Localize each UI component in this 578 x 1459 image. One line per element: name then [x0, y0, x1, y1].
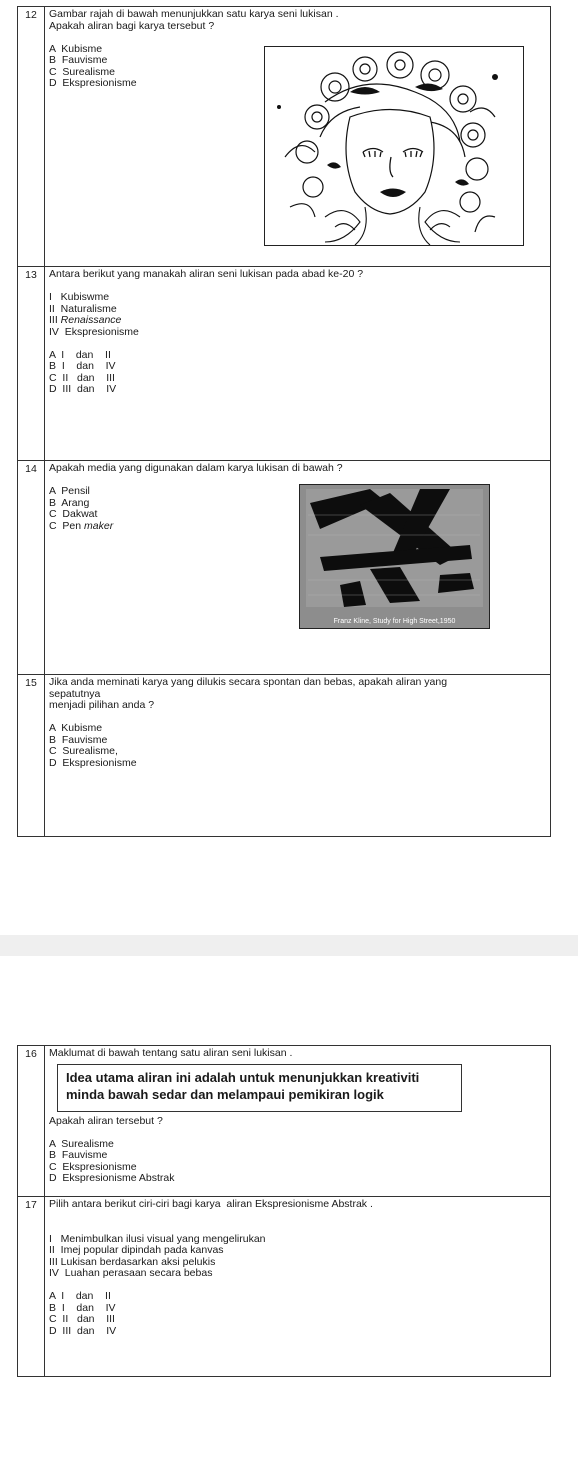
- question-text: menjadi pilihan anda ?: [49, 699, 155, 711]
- option-c[interactable]: C Dakwat: [49, 508, 98, 520]
- question-number: 14: [18, 461, 45, 675]
- question-number: 15: [18, 675, 45, 837]
- option-b[interactable]: B Fauvisme: [49, 54, 108, 66]
- option-b[interactable]: B I dan IV: [49, 1301, 116, 1314]
- list-item: I Menimbulkan ilusi visual yang mengelirukan: [49, 1232, 266, 1245]
- question-12-body: [45, 7, 551, 267]
- question-number: 17: [18, 1197, 45, 1377]
- option-c[interactable]: C II dan III: [49, 1313, 115, 1325]
- question-number: 12: [18, 7, 45, 267]
- option-a[interactable]: A Kubisme: [49, 722, 103, 734]
- question-15-body: [45, 675, 551, 837]
- option-d[interactable]: D Ekspresionisme: [49, 77, 137, 89]
- info-box: [57, 1064, 462, 1112]
- option-b[interactable]: B I dan IV: [49, 360, 116, 372]
- question-12-row: [18, 7, 551, 267]
- question-17-row: [18, 1197, 551, 1377]
- question-text: Apakah aliran tersebut ?: [49, 1114, 163, 1127]
- line-art-image: [265, 47, 523, 245]
- question-number: 13: [18, 267, 45, 461]
- question-13-body: [45, 267, 551, 461]
- question-text: Apakah media yang digunakan dalam karya lukisan di bawah ?: [49, 462, 343, 474]
- abstract-brushstroke-image: [300, 485, 489, 628]
- question-16-row: [18, 1046, 551, 1197]
- option-a[interactable]: A I dan II: [49, 1290, 111, 1302]
- list-item: II Imej popular dipindah pada kanvas: [49, 1244, 224, 1256]
- option-b[interactable]: B Arang: [49, 496, 90, 509]
- option-b[interactable]: B Fauvisme: [49, 733, 108, 746]
- option-d[interactable]: D Ekspresionisme Abstrak: [49, 1172, 175, 1184]
- question-table-page-2: [17, 1045, 551, 1377]
- page-break: [0, 935, 578, 956]
- question-14-row: [18, 461, 551, 675]
- option-d[interactable]: D III dan IV: [49, 383, 117, 395]
- question-text: Pilih antara berikut ciri-ciri bagi karya aliran Ekspresionisme Abstrak .: [49, 1198, 373, 1210]
- list-item: IV Luahan perasaan secara bebas: [49, 1267, 213, 1279]
- option-a[interactable]: A Surealisme: [49, 1137, 114, 1150]
- option-c[interactable]: C II dan III: [49, 371, 115, 384]
- question-text: Antara berikut yang manakah aliran seni lukisan pada abad ke-20 ?: [49, 268, 364, 280]
- option-d[interactable]: D III dan IV: [49, 1324, 117, 1337]
- list-item-prefix: III: [49, 314, 61, 326]
- question-15-row: [18, 675, 551, 837]
- question-14-body: [45, 461, 551, 675]
- question-table-page-1: [17, 6, 551, 837]
- option-a[interactable]: A Kubisme: [49, 42, 103, 55]
- question-13-row: [18, 267, 551, 461]
- option-a[interactable]: A Pensil: [49, 485, 90, 497]
- list-item: I Kubiswme: [49, 291, 110, 303]
- question-text: Jika anda meminati karya yang dilukis secara spontan dan bebas, apakah aliran yang: [49, 676, 448, 688]
- option-d[interactable]: D Ekspresionisme: [49, 756, 137, 769]
- question-text: Apakah aliran bagi karya tersebut ?: [49, 19, 215, 32]
- option-b[interactable]: B Fauvisme: [49, 1149, 108, 1161]
- option-c[interactable]: C Surealisme,: [49, 745, 118, 757]
- flower-woman-illustration: [264, 46, 524, 246]
- question-text: Gambar rajah di bawah menunjukkan satu karya seni lukisan .: [49, 8, 339, 20]
- info-box-line: minda bawah sedar dan melampaui pemikiran logik: [66, 1086, 384, 1102]
- question-17-body: [45, 1197, 551, 1377]
- option-a[interactable]: A I dan II: [49, 348, 111, 361]
- list-item: IV Ekspresionisme: [49, 325, 139, 338]
- list-item: [49, 315, 546, 327]
- franz-kline-artwork: [299, 484, 490, 629]
- list-item: III Lukisan berdasarkan aksi pelukis: [49, 1255, 216, 1268]
- question-16-body: [45, 1046, 551, 1197]
- question-text: sepatutnya: [49, 687, 101, 700]
- list-item: II Naturalisme: [49, 302, 117, 315]
- question-number: 16: [18, 1046, 45, 1197]
- option-c[interactable]: C Surealisme: [49, 65, 115, 78]
- list-item-italic: Renaissance: [60, 314, 122, 326]
- option-c[interactable]: C Ekspresionisme: [49, 1160, 137, 1173]
- question-text: Maklumat di bawah tentang satu aliran seni lukisan .: [49, 1047, 293, 1059]
- figure-caption: Franz Kline, Study for High Street,1950: [333, 618, 456, 625]
- option-prefix: C Pen: [49, 519, 85, 532]
- option-italic: maker: [84, 519, 114, 532]
- info-box-line: Idea utama aliran ini adalah untuk menunjukkan kreativiti: [66, 1069, 420, 1085]
